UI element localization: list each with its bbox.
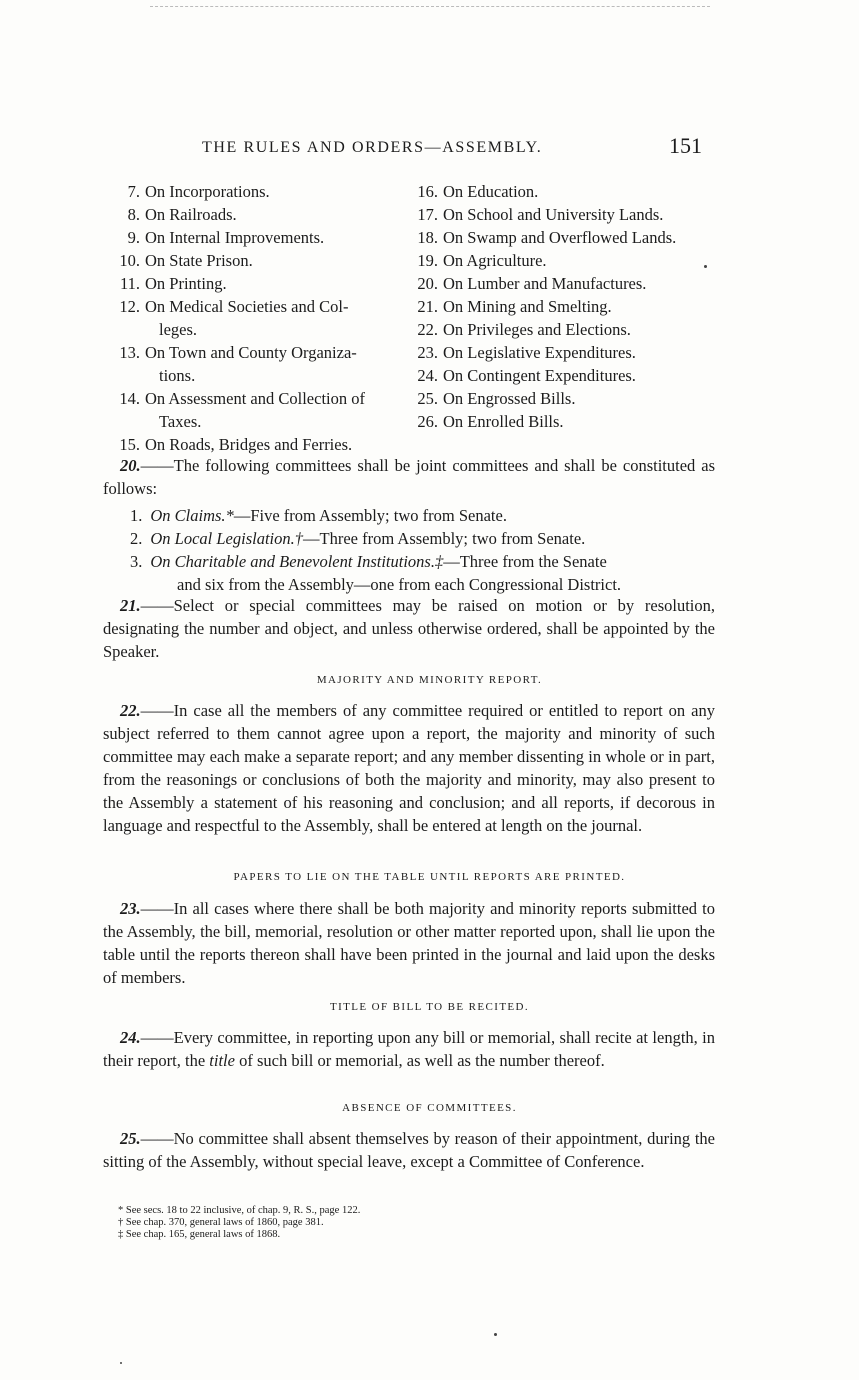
committee-item <box>116 387 416 433</box>
committee-item <box>116 272 416 295</box>
rule-number: 25. <box>120 1129 141 1148</box>
committee-item <box>414 341 744 364</box>
rule-22 <box>103 699 715 837</box>
committee-item <box>414 410 744 433</box>
committee-number: 16. <box>417 182 438 201</box>
joint-committee-composition: —Three from the Senate <box>443 552 607 571</box>
committee-number: 25. <box>417 389 438 408</box>
print-speck <box>704 265 707 268</box>
footnote: ‡ See chap. 165, general laws of 1868. <box>118 1229 281 1240</box>
committee-number: 22. <box>417 320 438 339</box>
committee-number: 21. <box>417 297 438 316</box>
rule-text: ——In all cases where there shall be both majority and minority reports submitted to the Assembly, the bill, memorial, resolution or other matter reported upon, shall lie upon the table until the reports thereon shall have been printed in the journal and laid upon the desks of members. <box>103 899 715 987</box>
committee-item <box>414 180 744 203</box>
committee-name-continued: Taxes. <box>159 412 202 431</box>
rule-25 <box>103 1127 715 1173</box>
joint-committee-composition: —Three from Assembly; two from Senate. <box>303 529 586 548</box>
committee-number: 12. <box>119 297 140 316</box>
page-title: THE RULES AND ORDERS—ASSEMBLY. <box>202 139 543 156</box>
committee-item <box>414 364 744 387</box>
committee-item <box>414 387 744 410</box>
committee-item <box>414 318 744 341</box>
section-heading-majority: MAJORITY AND MINORITY REPORT. <box>316 674 543 686</box>
section-heading-title: TITLE OF BILL TO BE RECITED. <box>329 1001 530 1013</box>
committee-number: 13. <box>119 343 140 362</box>
committee-name: On State Prison. <box>145 251 253 270</box>
committee-name: On Contingent Expenditures. <box>443 366 636 385</box>
committee-name: On Education. <box>443 182 539 201</box>
page-number: 151 <box>669 133 702 158</box>
committee-number: 14. <box>119 389 140 408</box>
committee-item <box>116 180 416 203</box>
committee-name: On Privileges and Elections. <box>443 320 631 339</box>
committee-number: 15. <box>119 435 140 454</box>
committee-item <box>414 226 744 249</box>
rule-number: 24. <box>120 1028 141 1047</box>
committee-number: 9. <box>127 228 140 247</box>
committee-name-continued: leges. <box>159 320 198 339</box>
print-speck <box>120 1362 122 1364</box>
committee-name: On Enrolled Bills. <box>443 412 564 431</box>
rule-text-end: of such bill or memorial, as well as the number thereof. <box>234 1051 605 1070</box>
committee-name: On Town and County Organiza- <box>145 343 357 362</box>
committee-name: On Printing. <box>145 274 227 293</box>
joint-committee-item <box>130 504 720 527</box>
committee-name: On Internal Improvements. <box>145 228 325 247</box>
committee-name: On Roads, Bridges and Ferries. <box>145 435 353 454</box>
joint-committee-name: On Claims.* <box>150 506 234 525</box>
joint-committee-number: 2. <box>130 529 143 548</box>
top-edge-artifact <box>150 6 710 7</box>
committee-number: 26. <box>417 412 438 431</box>
rule-text: ——In case all the members of any committee required or entitled to report on any subject referred to them cannot agree upon a report, the majority and minority of such committee may each make a separate report; and any member dissenting in whole or in part, from the reasonings or conclusions of both the majority and minority, may also present to the Assembly a statement of his reasoning and conclusion; and all reports, if decorous in language and respectful to the Assembly, shall be entered at length on the journal. <box>103 701 715 835</box>
left-committee-column <box>116 180 416 456</box>
joint-committee-name: On Local Legislation.† <box>150 529 304 548</box>
print-speck <box>494 1333 497 1336</box>
joint-committee-number: 1. <box>130 506 143 525</box>
committee-item <box>116 341 416 387</box>
committee-name: On Medical Societies and Col- <box>145 297 349 316</box>
footnote: † See chap. 370, general laws of 1860, page 381. <box>118 1217 324 1228</box>
rule-text: ——Every committee, in reporting upon any bill or memorial, shall recite at length, in their report, the <box>103 1028 715 1070</box>
right-committee-column <box>414 180 744 433</box>
committee-item <box>116 295 416 341</box>
committee-item <box>414 295 744 318</box>
committee-name: On Agriculture. <box>443 251 547 270</box>
section-heading-absence: ABSENCE OF COMMITTEES. <box>342 1102 517 1114</box>
rule-23 <box>103 897 715 989</box>
rule-number: 20. <box>120 456 141 475</box>
section-heading-papers: PAPERS TO LIE ON THE TABLE UNTIL REPORTS ARE PRINTED. <box>233 871 626 883</box>
rule-number: 23. <box>120 899 141 918</box>
rule-text: ——The following committees shall be joint committees and shall be constituted as follows: <box>103 456 715 498</box>
committee-number: 10. <box>119 251 140 270</box>
committee-number: 19. <box>417 251 438 270</box>
rule-text: ——No committee shall absent themselves by reason of their appointment, during the sitting of the Assembly, without special leave, except a Committee of Conference. <box>103 1129 715 1171</box>
committee-item <box>116 226 416 249</box>
joint-committee-composition: —Five from Assembly; two from Senate. <box>233 506 507 525</box>
footnotes <box>118 1205 360 1241</box>
rule-text: ——Select or special committees may be raised on motion or by resolution, designating the number and object, and unless otherwise ordered, shall be appointed by the Speaker. <box>103 596 715 661</box>
committee-item <box>414 203 744 226</box>
committee-number: 7. <box>127 182 140 201</box>
running-header <box>0 133 859 163</box>
rule-20 <box>103 454 715 500</box>
committee-item <box>116 203 416 226</box>
committee-number: 18. <box>417 228 438 247</box>
joint-committee-composition-continued: and six from the Assembly—one from each Congressional District. <box>177 575 622 594</box>
committee-name: On Legislative Expenditures. <box>443 343 636 362</box>
committee-name: On Swamp and Overflowed Lands. <box>443 228 677 247</box>
joint-committee-list <box>130 504 720 596</box>
committee-number: 17. <box>417 205 438 224</box>
committee-number: 24. <box>417 366 438 385</box>
joint-committee-item <box>130 527 720 550</box>
committee-number: 23. <box>417 343 438 362</box>
rule-text-italic: title <box>209 1051 235 1070</box>
committee-name: On Incorporations. <box>145 182 270 201</box>
committee-name-continued: tions. <box>159 366 196 385</box>
committee-name: On Railroads. <box>145 205 237 224</box>
committee-number: 20. <box>417 274 438 293</box>
committee-name: On Lumber and Manufactures. <box>443 274 647 293</box>
rule-21 <box>103 594 715 663</box>
footnote: * See secs. 18 to 22 inclusive, of chap. 9, R. S., page 122. <box>118 1205 361 1216</box>
joint-committee-item <box>130 550 720 596</box>
committee-number: 8. <box>127 205 140 224</box>
committee-item <box>116 249 416 272</box>
joint-committee-name: On Charitable and Benevolent Institutions.‡ <box>150 552 444 571</box>
committee-name: On Assessment and Collection of <box>145 389 365 408</box>
rule-number: 22. <box>120 701 141 720</box>
committee-item <box>414 272 744 295</box>
committee-name: On Engrossed Bills. <box>443 389 576 408</box>
rule-24 <box>103 1026 715 1072</box>
committee-number: 11. <box>119 274 140 293</box>
committee-item <box>414 249 744 272</box>
joint-committee-number: 3. <box>130 552 143 571</box>
rule-number: 21. <box>120 596 141 615</box>
committee-item <box>116 433 416 456</box>
committee-name: On School and University Lands. <box>443 205 664 224</box>
committee-name: On Mining and Smelting. <box>443 297 612 316</box>
